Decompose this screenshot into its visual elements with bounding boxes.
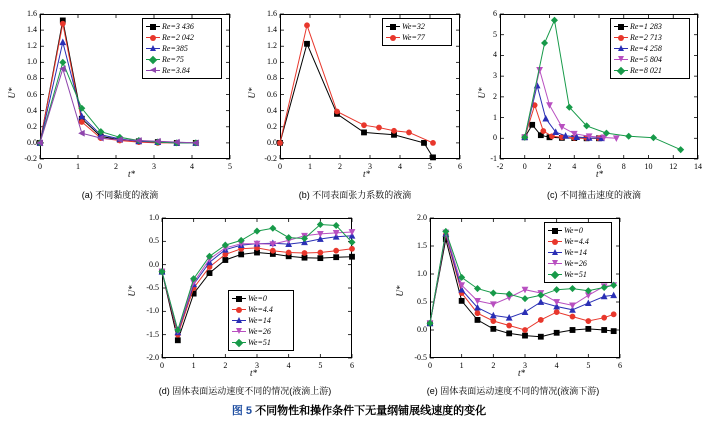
y-tick-label: 1.4 [267, 25, 277, 35]
legend-label: Re=3 436 [162, 22, 194, 31]
x-tick-label: -2 [496, 162, 504, 171]
legend-marker-icon [232, 304, 246, 315]
legend-item [548, 236, 607, 247]
axis-label-x-b: t* [363, 169, 371, 179]
x-tick-label: 4 [398, 162, 402, 171]
legend-marker-icon [386, 21, 400, 32]
legend-marker-icon [614, 54, 628, 65]
y-tick-label: 4 [493, 50, 497, 60]
legend-item [232, 293, 289, 304]
axis-label-x-d: t* [250, 368, 258, 378]
x-tick-label: 0 [522, 162, 527, 171]
x-tick-label: 4 [572, 162, 577, 171]
y-tick-label: -0.5 [414, 353, 427, 362]
x-tick-label: 12 [669, 162, 678, 171]
axis-label-x-a: t* [128, 169, 136, 179]
y-tick-label: 1.6 [27, 9, 37, 18]
y-tick-label: 1 [493, 112, 497, 122]
legend-marker-icon [232, 315, 246, 326]
x-tick-label: 2 [223, 361, 228, 370]
legend-item [232, 315, 289, 326]
x-tick-label: 1 [308, 162, 312, 171]
legend-marker-icon [548, 225, 562, 236]
y-tick-label: 0.6 [27, 89, 37, 99]
axis-label-x-e: t* [518, 368, 526, 378]
y-tick-label: 0 [493, 133, 497, 143]
chart-panel-e [388, 212, 638, 398]
x-tick-label: 0 [428, 361, 432, 370]
legend-item [548, 225, 607, 236]
y-tick-label: 1.2 [267, 41, 277, 51]
legend-marker-icon [614, 65, 628, 76]
legend-label: We=51 [564, 270, 587, 279]
y-tick-label: 1.0 [417, 269, 427, 278]
legend-label: Re=3.84 [162, 66, 190, 75]
legend-item [548, 269, 607, 280]
legend-label: Re=2 042 [162, 33, 194, 42]
y-tick-label: 1.4 [27, 25, 37, 35]
legend-item [232, 304, 289, 315]
legend-item [386, 21, 447, 32]
x-tick-label: 5 [586, 361, 591, 370]
legend-marker-icon [548, 236, 562, 247]
x-tick-label: 5 [428, 162, 432, 171]
y-tick-label: 0.4 [27, 105, 37, 115]
y-tick-label: 1.0 [27, 57, 37, 67]
x-tick-label: 1 [191, 361, 196, 370]
x-tick-label: 2 [114, 162, 118, 171]
x-tick-label: 14 [694, 162, 702, 171]
y-tick-label: 1.0 [149, 213, 159, 222]
legend-item [146, 21, 217, 32]
legend-label: We=32 [402, 22, 425, 31]
legend-marker-icon [386, 32, 400, 43]
x-tick-label: 5 [318, 361, 323, 370]
x-tick-label: 8 [621, 162, 626, 171]
y-tick-label: -2.0 [146, 353, 159, 362]
legend-marker-icon [146, 43, 160, 54]
y-tick-label: 0.4 [267, 105, 277, 115]
axis-label-y-e: U* [395, 285, 405, 297]
panel-caption-c: (c) 不同撞击速度的液滴 [547, 190, 641, 200]
y-tick-label: -0.2 [24, 154, 37, 163]
legend-item [232, 326, 289, 337]
y-tick-label: -0.5 [146, 283, 159, 292]
legend-a [142, 18, 222, 79]
y-tick-label: 2.0 [417, 213, 427, 222]
legend-label: We=0 [248, 294, 267, 303]
y-tick-label: 0.0 [27, 137, 37, 147]
y-tick-label: -1.5 [146, 329, 159, 339]
legend-item [614, 65, 685, 76]
x-tick-label: 6 [350, 361, 354, 370]
axis-label-x-c: t* [596, 169, 604, 179]
chart-panel-b [240, 6, 470, 206]
panel-caption-d: (d) 固体表面运动速度不同的情况(液滴上游) [158, 386, 332, 396]
x-tick-label: 2 [491, 361, 496, 370]
y-tick-label: 0.6 [267, 89, 277, 99]
x-tick-label: 4 [190, 162, 194, 171]
legend-label: Re=5 804 [630, 55, 662, 64]
y-tick-label: 0.0 [267, 137, 277, 147]
legend-label: Re=385 [162, 44, 188, 53]
figure-number: 图 5 [231, 405, 253, 417]
legend-label: We=4.4 [564, 237, 589, 246]
chart-panel-c [470, 6, 718, 206]
legend-label: We=51 [248, 338, 271, 347]
panel-caption-b: (b) 不同表面张力系数的液滴 [298, 190, 412, 200]
legend-marker-icon [146, 32, 160, 43]
legend-label: We=26 [564, 259, 587, 268]
y-tick-label: 0.2 [267, 121, 277, 131]
axis-label-y-c: U* [477, 87, 487, 99]
legend-item [548, 258, 607, 269]
legend-item [614, 32, 685, 43]
legend-item [548, 247, 607, 258]
legend-label: We=77 [402, 33, 425, 42]
panel-caption-a: (a) 不同黏度的液滴 [81, 190, 159, 200]
x-tick-label: 6 [618, 361, 622, 370]
legend-label: Re=1 283 [630, 22, 662, 31]
x-tick-label: 10 [644, 162, 653, 171]
x-tick-label: 6 [458, 162, 462, 171]
legend-item [146, 65, 217, 76]
y-tick-label: 0.0 [149, 259, 159, 269]
x-tick-label: 6 [597, 162, 601, 171]
legend-item [614, 54, 685, 65]
legend-marker-icon [232, 326, 246, 337]
legend-label: We=0 [564, 226, 583, 235]
x-tick-label: 3 [255, 361, 259, 370]
figure-title-text: 不同物性和操作条件下无量纲铺展线速度的变化 [255, 405, 487, 417]
y-tick-label: 1.0 [267, 57, 277, 67]
x-tick-label: 0 [278, 162, 282, 171]
legend-label: We=14 [564, 248, 587, 257]
legend-item [146, 43, 217, 54]
legend-marker-icon [146, 54, 160, 65]
legend-label: We=4.4 [248, 305, 273, 314]
y-tick-label: 0.8 [27, 73, 37, 83]
x-tick-label: 1 [459, 361, 464, 370]
y-tick-label: 0.0 [417, 325, 427, 334]
axis-label-y-a: U* [7, 87, 17, 99]
y-tick-label: 0.5 [417, 297, 427, 306]
legend-marker-icon [614, 43, 628, 54]
y-tick-label: 6 [493, 9, 497, 18]
x-tick-label: 3 [523, 361, 527, 370]
y-tick-label: 5 [493, 29, 497, 39]
y-tick-label: -0.2 [264, 154, 277, 163]
y-tick-label: 0.2 [27, 121, 37, 131]
x-tick-label: 3 [368, 162, 372, 171]
x-tick-label: 1 [76, 162, 80, 171]
legend-e [544, 222, 612, 283]
y-tick-label: -1.0 [146, 306, 159, 316]
y-tick-label: -1 [490, 154, 497, 163]
x-tick-label: 2 [547, 162, 552, 171]
legend-marker-icon [232, 293, 246, 304]
legend-label: We=26 [248, 327, 271, 336]
y-tick-label: 2 [493, 91, 497, 101]
legend-label: Re=8 021 [630, 66, 662, 75]
legend-marker-icon [146, 21, 160, 32]
legend-b [382, 18, 452, 46]
axis-label-y-d: U* [127, 285, 137, 297]
legend-item [614, 21, 685, 32]
legend-marker-icon [232, 337, 246, 348]
x-tick-label: 0 [160, 361, 164, 370]
legend-label: Re=4 258 [630, 44, 662, 53]
legend-marker-icon [614, 32, 628, 43]
figure-title [0, 402, 718, 418]
x-tick-label: 3 [152, 162, 156, 171]
panel-caption-e: (e) 固体表面运动速度不同的情况(液滴下游) [426, 386, 600, 396]
y-tick-label: 1.6 [267, 9, 277, 18]
legend-marker-icon [614, 21, 628, 32]
legend-marker-icon [548, 258, 562, 269]
legend-marker-icon [548, 269, 562, 280]
legend-item [146, 32, 217, 43]
legend-label: Re=75 [162, 55, 184, 64]
y-tick-label: 1.2 [27, 41, 37, 51]
legend-item [386, 32, 447, 43]
chart-panel-d [120, 212, 370, 398]
legend-label: Re=2 713 [630, 33, 662, 42]
legend-d [228, 290, 294, 351]
y-tick-label: 3 [493, 71, 497, 81]
y-tick-label: 1.5 [417, 241, 427, 250]
legend-item [232, 337, 289, 348]
x-tick-label: 5 [228, 162, 232, 171]
legend-item [614, 43, 685, 54]
legend-item [146, 54, 217, 65]
y-tick-label: 0.5 [149, 236, 159, 246]
y-tick-label: 0.8 [267, 73, 277, 83]
x-tick-label: 2 [338, 162, 342, 171]
x-tick-label: 0 [38, 162, 42, 171]
x-tick-label: 4 [554, 361, 559, 370]
legend-marker-icon [548, 247, 562, 258]
axis-label-y-b: U* [247, 87, 257, 99]
legend-label: We=14 [248, 316, 271, 325]
x-tick-label: 4 [286, 361, 291, 370]
legend-marker-icon [146, 65, 160, 76]
legend-c [610, 18, 690, 79]
chart-panel-a [0, 6, 240, 206]
